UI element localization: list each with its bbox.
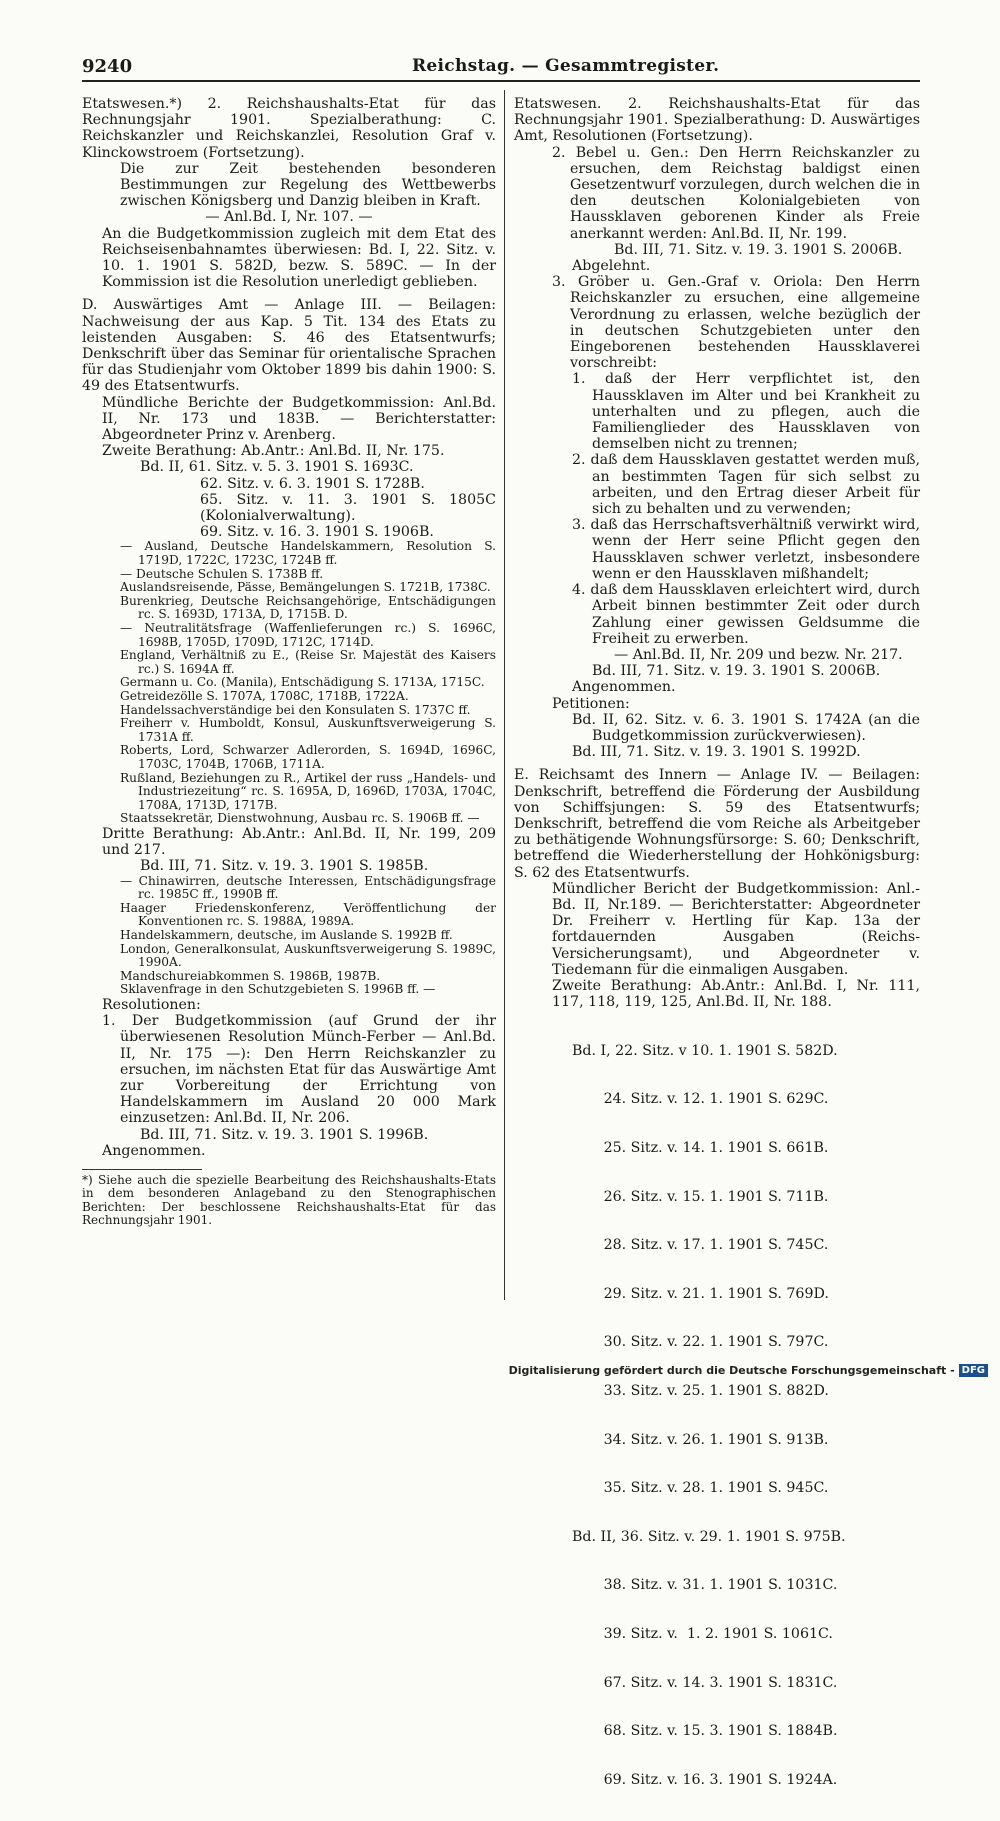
header-rule: [82, 80, 920, 82]
page-number: 9240: [82, 56, 133, 77]
list-item: 3. daß das Herrschaftsverhältniß verwirkt wird, wenn der Herr seine Pflicht gegen den Haussklaven schwer verletzt, insbesondere wenn er den Haussklaven mißhandelt;: [572, 517, 920, 582]
dfg-logo: DFG: [959, 1364, 988, 1377]
sitting-entry: 26. Sitz. v. 15. 1. 1901 S. 711B.: [572, 1188, 829, 1205]
paragraph: Mündlicher Bericht der Budgetkommission: Anl.-Bd. II, Nr.189. — Berichterstatter: Abgeordneter Dr. Freiherr v. Hertling für Kap. 13a der fortdauernden Ausgaben (Reichs-Versicherungsamt), und Abgeordneter v. Tiedemann für die einmaligen Ausgaben.: [552, 880, 920, 978]
sitting-entry: 30. Sitz. v. 22. 1. 1901 S. 797C.: [572, 1334, 829, 1351]
paragraph: Mündliche Berichte der Budgetkommission: Anl.Bd. II, Nr. 173 und 183B. — Berichterstatter: Abgeordneter Prinz v. Arenberg.: [102, 394, 496, 444]
sitting-entry: 28. Sitz. v. 17. 1. 1901 S. 745C.: [572, 1237, 829, 1254]
topic-entry: England, Verhältniß zu E., (Reise Sr. Majestät des Kaisers rc.) S. 1694A ff.: [120, 648, 496, 676]
sitting-entry: Bd. III, 71. Sitz. v. 19. 3. 1901 S. 1985B.: [140, 858, 429, 875]
topic-entry: Sklavenfrage in den Schutzgebieten S. 1996B ff. —: [120, 982, 436, 997]
reference: — Anl.Bd. II, Nr. 209 und bezw. Nr. 217.: [614, 646, 903, 663]
column-divider: [504, 90, 505, 1300]
paragraph: Zweite Berathung: Ab.Antr.: Anl.Bd. II, Nr. 175.: [102, 443, 445, 460]
sitting-entry: Bd. III, 71. Sitz. v. 19. 3. 1901 S. 2006B.: [614, 241, 903, 258]
paragraph: An die Budgetkommission zugleich mit dem Etat des Reichseisenbahnamtes überwiesen: Bd. I, 22. Sitz. v. 10. 1. 1901 S. 582D, bezw. S. 589C. — In der Kommission ist die Resolution unerledigt geblieben.: [102, 225, 496, 291]
sitting-entry: 69. Sitz. v. 16. 3. 1901 S. 1924A.: [572, 1771, 838, 1788]
sitting-entry: Bd. III, 71. Sitz. v. 19. 3. 1901 S. 1992D.: [572, 744, 861, 761]
sitting-entry: Bd. III, 71. Sitz. v. 19. 3. 1901 S. 2006B.: [592, 663, 881, 680]
section-heading-etatswesen: Etatswesen. 2. Reichshaushalts-Etat für das Rechnungsjahr 1901. Spezialberathung: D. Auswärtiges Amt, Resolutionen (Fortsetzung).: [514, 96, 920, 145]
sitting-entry: Bd. III, 71. Sitz. v. 19. 3. 1901 S. 1996B.: [140, 1126, 429, 1143]
topic-entry: — Deutsche Schulen S. 1738B ff.: [120, 566, 324, 581]
digitization-credit: [509, 1364, 988, 1377]
section-heading-etatswesen: Etatswesen.*) 2. Reichshaushalts-Etat für das Rechnungsjahr 1901. Spezialberathung: C. Reichskanzler und Reichskanzlei, Resolution Graf v. Klinckowstroem (Fortsetzung).: [82, 96, 496, 161]
sitting-entry: 65. Sitz. v. 11. 3. 1901 S. 1805C (Kolonialverwaltung).: [200, 491, 496, 525]
subheading-petitionen: Petitionen:: [552, 695, 630, 712]
topic-entry: Burenkrieg, Deutsche Reichsangehörige, Entschädigungen rc. S. 1693D, 1713A, D, 1715B. D.: [120, 593, 496, 622]
topic-entry: Haager Friedenskonferenz, Veröffentlichung der Konventionen rc. S. 1988A, 1989A.: [120, 900, 496, 929]
footnote-rule: [82, 1169, 202, 1170]
list-item: 4. daß dem Haussklaven erleichtert wird, durch Arbeit binnen bestimmter Zeit oder durch Zahlung einer gewissen Geldsumme die Freiheit zu erwerben.: [572, 582, 920, 647]
sitting-entry: 39. Sitz. v. 1. 2. 1901 S. 1061C.: [572, 1626, 833, 1643]
sitting-entry: 25. Sitz. v. 14. 1. 1901 S. 661B.: [572, 1140, 829, 1156]
outcome: Angenommen.: [102, 1142, 206, 1159]
topic-entry: Freiherr v. Humboldt, Konsul, Auskunftsverweigerung S. 1731A ff.: [120, 716, 496, 744]
sitting-entry: Bd. II, 61. Sitz. v. 5. 3. 1901 S. 1693C.: [140, 459, 414, 476]
right-column: [514, 96, 920, 1821]
credit-text: Digitalisierung gefördert durch die Deutsche Forschungsgemeinschaft -: [508, 1364, 955, 1377]
sitting-entry: 29. Sitz. v. 21. 1. 1901 S. 769D.: [572, 1285, 829, 1302]
resolution-item: 3. Gröber u. Gen.-Graf v. Oriola: Den Herrn Reichskanzler zu ersuchen, eine allgemeine Verordnung zu erlassen, welche bezüglich der in deutschen Schutzgebieten unter den Eingeborenen bestehenden Haussklaverei vorschreibt:: [552, 274, 920, 372]
topic-entry: — Neutralitätsfrage (Waffenlieferungen rc.) S. 1696C, 1698B, 1705D, 1709D, 1712C, 1714D.: [120, 621, 496, 649]
running-title: Reichstag. — Gesammtregister.: [412, 56, 720, 76]
topic-entry: — Chinawirren, deutsche Interessen, Entschädigungsfrage rc. 1985C ff., 1990B ff.: [120, 873, 496, 902]
sitting-entry: 34. Sitz. v. 26. 1. 1901 S. 913B.: [572, 1431, 829, 1448]
topic-entry: Handelskammern, deutsche, im Auslande S. 1992B ff.: [120, 927, 453, 942]
resolution-item: 2. Bebel u. Gen.: Den Herrn Reichskanzler zu ersuchen, dem Reichstag baldigst einen Gesetzentwurf vorzulegen, durch welchen die in den deutschen Kolonialgebieten von Haussklaven geborenen Kinder als Freie anerkannt werden: Anl.Bd. II, Nr. 199.: [552, 144, 920, 242]
page-header: [82, 56, 920, 82]
sitting-entry: 68. Sitz. v. 15. 3. 1901 S. 1884B.: [572, 1723, 838, 1740]
sitting-entry: Bd. II, 62. Sitz. v. 6. 3. 1901 S. 1742A (an die Budgetkommission zurückverwiesen).: [572, 711, 920, 744]
topic-entry: Roberts, Lord, Schwarzer Adlerorden, S. 1694D, 1696C, 1703C, 1704B, 1706B, 1711A.: [120, 743, 496, 771]
sitting-entry: 38. Sitz. v. 31. 1. 1901 S. 1031C.: [572, 1577, 838, 1594]
topic-entry: London, Generalkonsulat, Auskunftsverweigerung S. 1989C, 1990A.: [120, 941, 496, 970]
resolution-item: 1. Der Budgetkommission (auf Grund der ihr überwiesenen Resolution Münch-Ferber — Anl.Bd. II, Nr. 175 —): Den Herrn Reichskanzler zu ersuchen, im nächsten Etat für das Auswärtige Amt zur Vorbereitung der Errichtung von Handelskammern im Ausland 20 000 Mark einzusetzen: Anl.Bd. II, Nr. 206.: [102, 1013, 496, 1127]
list-item: 1. daß der Herr verpflichtet ist, den Haussklaven im Alter und bei Krankheit zu unterhalten und zu pflegen, auch die Familienglieder des Haussklaven von demselben nicht zu trennen;: [572, 371, 920, 453]
left-column: [82, 96, 496, 1228]
topic-entry: Staatssekretär, Dienstwohnung, Ausbau rc. S. 1906B ff. —: [120, 811, 480, 826]
topic-entry: Rußland, Beziehungen zu R., Artikel der russ „Handels- und Industriezeitung“ rc. S. 1695A, D, 1696D, 1703A, 1704C, 1708A, 1713D, 1717B.: [120, 770, 496, 812]
list-item: 2. daß dem Haussklaven gestattet werden muß, an bestimmten Tagen für sich selbst zu arbeiten, und den Ertrag dieser Arbeit für sich zu behalten und zu verwenden;: [572, 452, 920, 518]
subheading-resolutionen: Resolutionen:: [102, 996, 201, 1013]
section-heading-reichsamt-innern: E. Reichsamt des Innern — Anlage IV. — Beilagen: Denkschrift, betreffend die Förderung der Ausbildung von Schiffsjungen: S. 59 des Etatsentwurfs; Denkschrift, betreffend die vom Reiche als Arbeitgeber zu bethätigende Wohnungsfürsorge: S. 60; Denkschrift, betreffend die Wiederherstellung der Hohkönigsburg: S. 62 des Etatsentwurfs.: [514, 767, 920, 881]
footnote: *) Siehe auch die spezielle Bearbeitung des Reichshaushalts-Etats in dem besonderen Anlageband zu den Stenographischen Berichten: Der beschlossene Reichshaushalts-Etat für das Rechnungsjahr 1901.: [82, 1172, 496, 1228]
resolution-text: Die zur Zeit bestehenden besonderen Bestimmungen zur Regelung des Wettbewerbs zwischen Königsberg und Danzig bleiben in Kraft.: [120, 160, 496, 210]
sitting-entry: Bd. I, 22. Sitz. v 10. 1. 1901 S. 582D.: [572, 1042, 838, 1059]
sitting-entry: 69. Sitz. v. 16. 3. 1901 S. 1906B.: [200, 524, 434, 541]
topic-entry: Germann u. Co. (Manila), Entschädigung S. 1713A, 1715C.: [120, 675, 485, 690]
sitting-entry: 67. Sitz. v. 14. 3. 1901 S. 1831C.: [572, 1674, 838, 1691]
reference: — Anl.Bd. I, Nr. 107. —: [205, 209, 373, 226]
topic-entry: — Ausland, Deutsche Handelskammern, Resolution S. 1719D, 1722C, 1723C, 1724B ff.: [120, 539, 496, 568]
topic-entry: Getreidezölle S. 1707A, 1708C, 1718B, 1722A.: [120, 689, 409, 704]
topic-entry: Auslandsreisende, Pässe, Bemängelungen S. 1721B, 1738C.: [120, 580, 491, 595]
topic-entry: Mandschureiabkommen S. 1986B, 1987B.: [120, 968, 381, 983]
section-heading-auswaertiges-amt: D. Auswärtiges Amt — Anlage III. — Beilagen: Nachweisung der aus Kap. 5 Tit. 134 des Etats zu leistenden Ausgaben: S. 46 des Etatsentwurfs; Denkschrift über das Seminar für orientalische Sprachen für das Studienjahr vom Oktober 1899 bis dahin 1900: S. 49 des Etatsentwurfs.: [82, 297, 496, 395]
sitting-entry: 62. Sitz. v. 6. 3. 1901 S. 1728B.: [200, 475, 425, 492]
sitting-list: [514, 1010, 920, 1820]
paragraph: Dritte Berathung: Ab.Antr.: Anl.Bd. II, Nr. 199, 209 und 217.: [102, 825, 496, 859]
sitting-entry: Bd. II, 36. Sitz. v. 29. 1. 1901 S. 975B.: [572, 1528, 846, 1545]
outcome: Abgelehnt.: [572, 258, 651, 275]
outcome: Angenommen.: [572, 679, 676, 696]
sitting-entry: 24. Sitz. v. 12. 1. 1901 S. 629C.: [572, 1091, 829, 1108]
paragraph: Zweite Berathung: Ab.Antr.: Anl.Bd. I, Nr. 111, 117, 118, 119, 125, Anl.Bd. II, Nr. 188.: [552, 977, 920, 1011]
topic-entry: Handelssachverständige bei den Konsulaten S. 1737C ff.: [120, 702, 471, 717]
sitting-entry: 33. Sitz. v. 25. 1. 1901 S. 882D.: [572, 1383, 829, 1400]
sitting-entry: 35. Sitz. v. 28. 1. 1901 S. 945C.: [572, 1480, 829, 1497]
